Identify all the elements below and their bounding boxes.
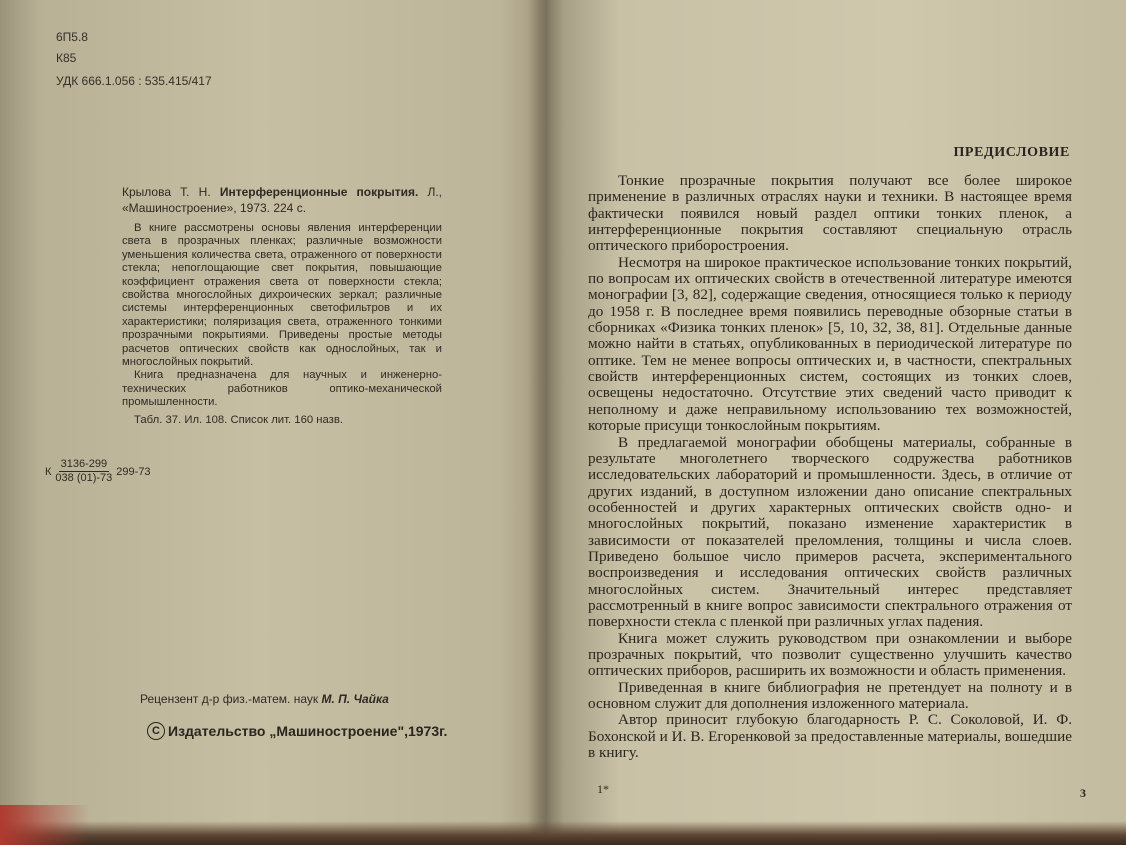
bibliographic-abstract (122, 184, 442, 427)
classification-code-1: 6П5.8 (56, 30, 88, 44)
abstract-paragraph: Книга предназначена для научных и инженерно-технических работников оптико-механической промышленности. (122, 369, 442, 409)
k-code-denominator: 038 (01)-73 (55, 472, 113, 484)
publisher-line (147, 722, 447, 740)
reviewer-name: М. П. Чайка (321, 692, 389, 706)
udc-code: УДК 666.1.056 : 535.415/417 (56, 74, 212, 88)
citation-author: Крылова Т. Н. (122, 185, 211, 199)
preface-paragraph: Книга может служить руководством при ознакомлении и выборе прозрачных покрытий, что позволит существенно улучшить качество оптических приборов, расширить их возможности и область применения. (588, 629, 1072, 680)
reviewer-line (140, 692, 389, 706)
reviewer-label: Рецензент д-р физ.-матем. наук (140, 692, 319, 706)
copyright-icon: C (147, 722, 165, 740)
k-code-suffix: 299-73 (116, 465, 151, 478)
table-edge (0, 821, 1126, 845)
preface-paragraph: В предлагаемой монографии обобщены материалы, собранные в результате многолетнего творческого содружества работников исследовательских лабораторий и промышленности. Здесь, в отличие от других изданий, в доступном изложении дано описание спектральных особенностей и других характерных оптических свойств одно- и многослойных покрытий, показано изменение характеристик в зависимости от показателей преломления, толщины и числа слоев. Приведено большое число примеров расчета, экспериментального воспроизведения и исследования оптических свойств различных многослойных систем. Значительный интерес представляет рассмотренный в книге вопрос зависимости спектрального отражения от поверхности стекла с пленкой при различных углах падения. (588, 433, 1072, 631)
abstract-paragraph: В книге рассмотрены основы явления интерференции света в прозрачных пленках; различные возможности уменьшения количества света, отраженного от поверхности стекла; непоглощающие свет покрытия, повышающие коэффициент отражения света от поверхности стекла; свойства многослойных дихроических зеркал; различные системы интерференционных светофильтров и их характеристики; поляризация света, отраженного тонкими прозрачными покрытиями. Приведены простые методы расчетов оптических свойств как однослойных, так и многослойных покрытий. (122, 222, 442, 369)
right-page (564, 0, 1126, 820)
citation-title: Интерференционные покрытия. (219, 185, 419, 199)
preface-body (588, 173, 1072, 761)
red-cover-corner (0, 805, 90, 845)
book-gutter (528, 0, 564, 845)
k-code-prefix: К (45, 465, 52, 478)
classification-code-2: К85 (56, 51, 77, 65)
page-title: ПРЕДИСЛОВИЕ (953, 145, 1070, 160)
k-code-fraction (53, 458, 114, 485)
k-code (45, 458, 151, 485)
preface-paragraph: Несмотря на широкое практическое использование тонких покрытий, по вопросам их оптических свойств в отечественной литературе имеются монографии [3, 82], содержащие сведения, относящиеся только к периоду до 1958 г. В последнее время появились переводные обзорные статьи в сборниках «Физика тонких пленок» [5, 10, 32, 38, 81]. Отдельные данные можно найти в статьях, опубликованных в периодической литературе по оптике. Тем не менее вопросы оптических и, в частности, спектральных свойств интерференционных систем, состоящих из тонких слоев, освещены недостаточно. Отсутствие этих сведений часто приводит к неполному и даже неправильному использованию тех возможностей, которые присущи тонкослойным покрытиям. (588, 253, 1072, 435)
preface-paragraph: Автор приносит глубокую благодарность Р. С. Соколовой, И. Ф. Бохонской и И. В. Егоренковой за предоставленные материалы, вошедшие в книгу. (588, 711, 1072, 762)
publisher-text: Издательство „Машиностроение",1973г. (168, 723, 448, 739)
citation (122, 184, 442, 216)
left-page (0, 0, 528, 820)
abstract-stats: Табл. 37. Ил. 108. Список лит. 160 назв. (134, 413, 343, 426)
preface-paragraph: Тонкие прозрачные покрытия получают все более широкое применение в различных отраслях науки и техники. В настоящее время фактически появился новый раздел оптики тонких пленок, а интерференционные покрытия составляют специальную отрасль оптического приборостроения. (588, 172, 1072, 255)
page-number: 3 (1080, 786, 1086, 800)
citation-rest: Л., «Машиностроение», 1973. 224 с. (122, 185, 442, 215)
signature-mark: 1* (597, 782, 609, 796)
preface-paragraph: Приведенная в книге библиография не претендует на полноту и в основном служит для дополнения изложенного материала. (588, 678, 1072, 712)
k-code-numerator: 3136-299 (60, 458, 108, 470)
